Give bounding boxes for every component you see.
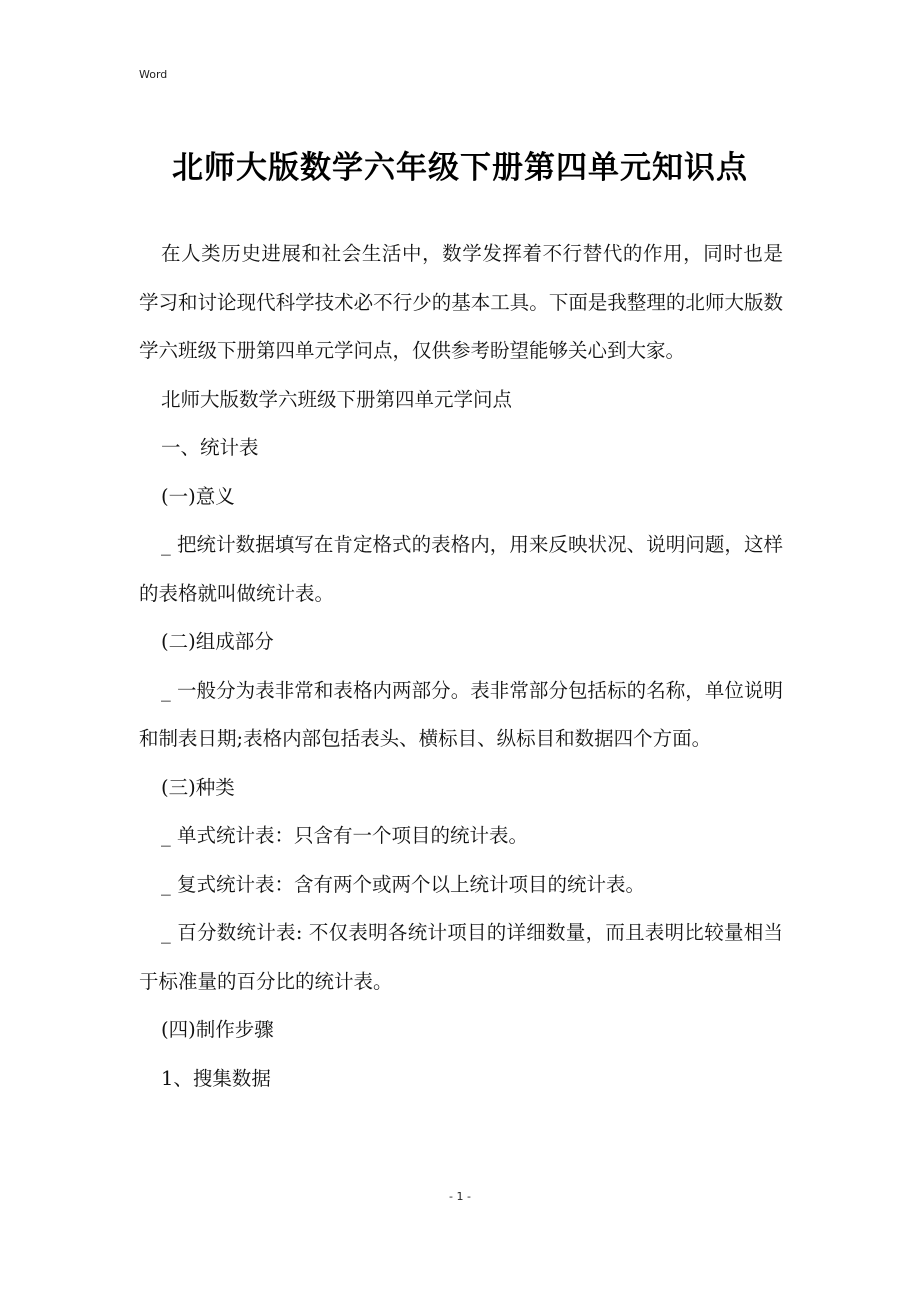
section-heading-statistics-table: 一、统计表 [161,436,259,459]
type-single-item: _ 单式统计表：只含有一个项目的统计表。 [161,824,528,847]
subheading-components: (二)组成部分 [161,630,274,653]
header-label: Word [139,68,168,81]
type-compound-item: _ 复式统计表：含有两个或两个以上统计项目的统计表。 [161,872,645,896]
subtitle-paragraph: 北师大版数学六班级下册第四单元学问点 [161,387,513,411]
subheading-types: (三)种类 [161,775,235,799]
document-body [139,230,783,1103]
components-paragraph: _ 一般分为表非常和表格内两部分。表非常部分包括标的名称，单位说明和制表日期;表格内部包括表头、横标目、纵标目和数据四个方面。 [139,678,783,750]
intro-paragraph: 在人类历史进展和社会生活中，数学发挥着不行替代的作用，同时也是学习和讨论现代科学技术必不行少的基本工具。下面是我整理的北师大版数学六班级下册第四单元学问点，仅供参考盼望能够关心到大家。 [139,242,783,362]
subheading-steps: (四)制作步骤 [161,1018,274,1041]
page-number: - 1 - [449,1190,471,1203]
step-collect-data: 1、搜集数据 [161,1066,271,1090]
type-percentage-item: _ 百分数统计表: 不仅表明各统计项目的详细数量，而且表明比较量相当于标准量的百分比的统计表。 [139,921,783,993]
document-title: 北师大版数学六年级下册第四单元知识点 [172,150,748,186]
subheading-meaning: (一)意义 [161,484,235,508]
meaning-paragraph: _ 把统计数据填写在肯定格式的表格内，用来反映状况、说明问题，这样的表格就叫做统计表。 [139,533,783,605]
